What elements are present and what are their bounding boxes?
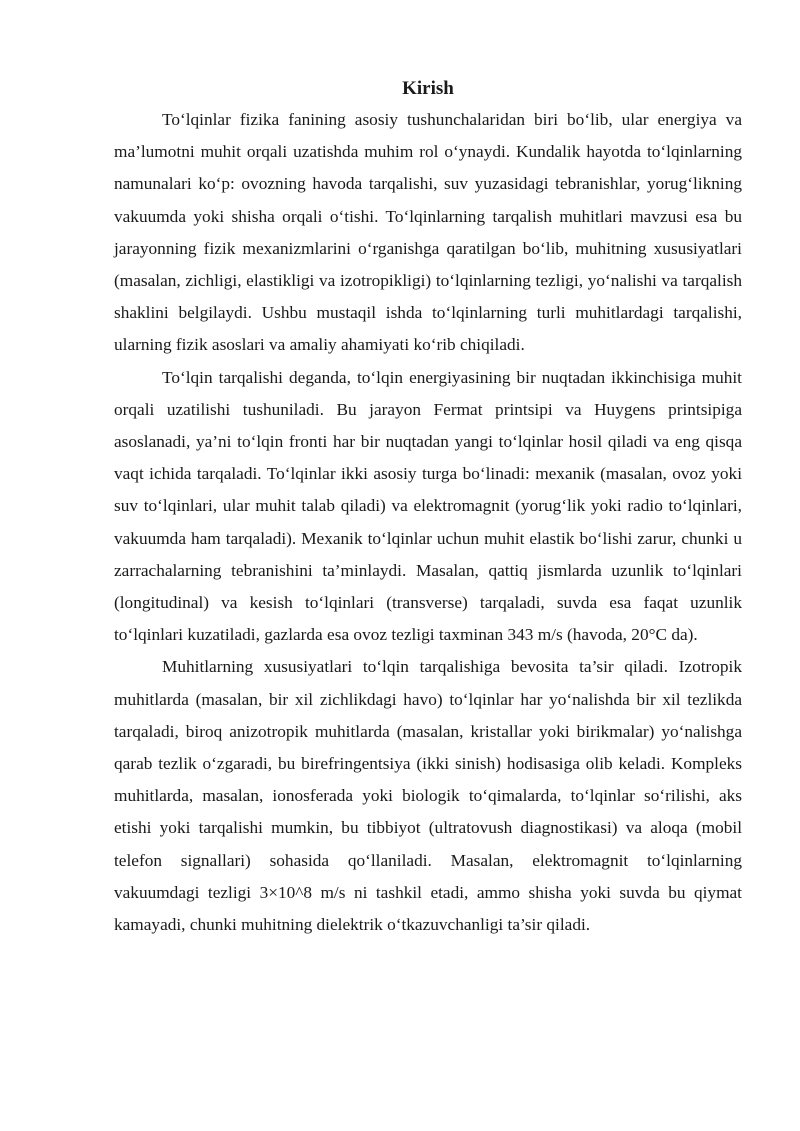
page-title: Kirish — [402, 78, 454, 99]
paragraph-3: Muhitlarning xususiyatlari to‘lqin tarqalishiga bevosita ta’sir qiladi. Izotropik muhitlarda (masalan, bir xil zichlikdagi havo) to‘lqinlar har yo‘nalishda bir xil tezlikda tarqaladi, biroq anizotropik muhitlarda (masalan, kristallar yoki birikmalar) yo‘nalishga qarab tezlik o‘zgaradi, bu birefringentsiya (ikki sinish) hodisasiga olib keladi. Kompleks muhitlarda, masalan, ionosferada yoki biologik to‘qimalarda, to‘lqinlar so‘rilishi, aks etishi yoki tarqalishi mumkin, bu tibbiyot (ultratovush diagnostikasi) va aloqa (mobil telefon signallari) sohasida qo‘llaniladi. Masalan, elektromagnit to‘lqinlarning vakuumdagi tezligi 3×10^8 m/s ni tashkil etadi, ammo shisha yoki suvda bu qiymat kamayadi, chunki muhitning dielektrik o‘tkazuvchanligi ta’sir qiladi. — [114, 657, 742, 935]
paragraph-1: To‘lqinlar fizika fanining asosiy tushunchalaridan biri bo‘lib, ular energiya va ma’lumotni muhit orqali uzatishda muhim rol o‘ynaydi. Kundalik hayotda to‘lqinlarning namunalari ko‘p: ovozning havoda tarqalishi, suv yuzasidagi tebranishlar, yorug‘likning vakuumda yoki shisha orqali o‘tishi. To‘lqinlarning tarqalish muhitlari mavzusi esa bu jarayonning fizik mexanizmlarini o‘rganishga qaratilgan bo‘lib, muhitning xususiyatlari (masalan, zichligi, elastikligi va izotropikligi) to‘lqinlarning tezligi, yo‘nalishi va tarqalish shaklini belgilaydi. Ushbu mustaqil ishda to‘lqinlarning turli muhitlardagi tarqalishi, ularning fizik asoslari va amaliy ahamiyati ko‘rib chiqiladi. — [114, 110, 742, 355]
document-page — [114, 74, 742, 941]
paragraph-2: To‘lqin tarqalishi deganda, to‘lqin energiyasining bir nuqtadan ikkinchisiga muhit orqali uzatilishi tushuniladi. Bu jarayon Fermat printsipi va Huygens printsipiga asoslanadi, ya’ni to‘lqin fronti har bir nuqtadan yangi to‘lqinlar hosil qiladi va eng qisqa vaqt ichida tarqaladi. To‘lqinlar ikki asosiy turga bo‘linadi: mexanik (masalan, ovoz yoki suv to‘lqinlari, ular muhit talab qiladi) va elektromagnit (yorug‘lik yoki radio to‘lqinlari, vakuumda ham tarqaladi). Mexanik to‘lqinlar uchun muhit elastik bo‘lishi zarur, chunki u zarrachalarning tebranishini ta’minlaydi. Masalan, qattiq jismlarda uzunlik to‘lqinlari (longitudinal) va kesish to‘lqinlari (transverse) tarqaladi, suvda esa faqat uzunlik to‘lqinlari kuzatiladi, gazlarda esa ovoz tezligi taxminan 343 m/s (havoda, 20°C da). — [114, 367, 742, 645]
